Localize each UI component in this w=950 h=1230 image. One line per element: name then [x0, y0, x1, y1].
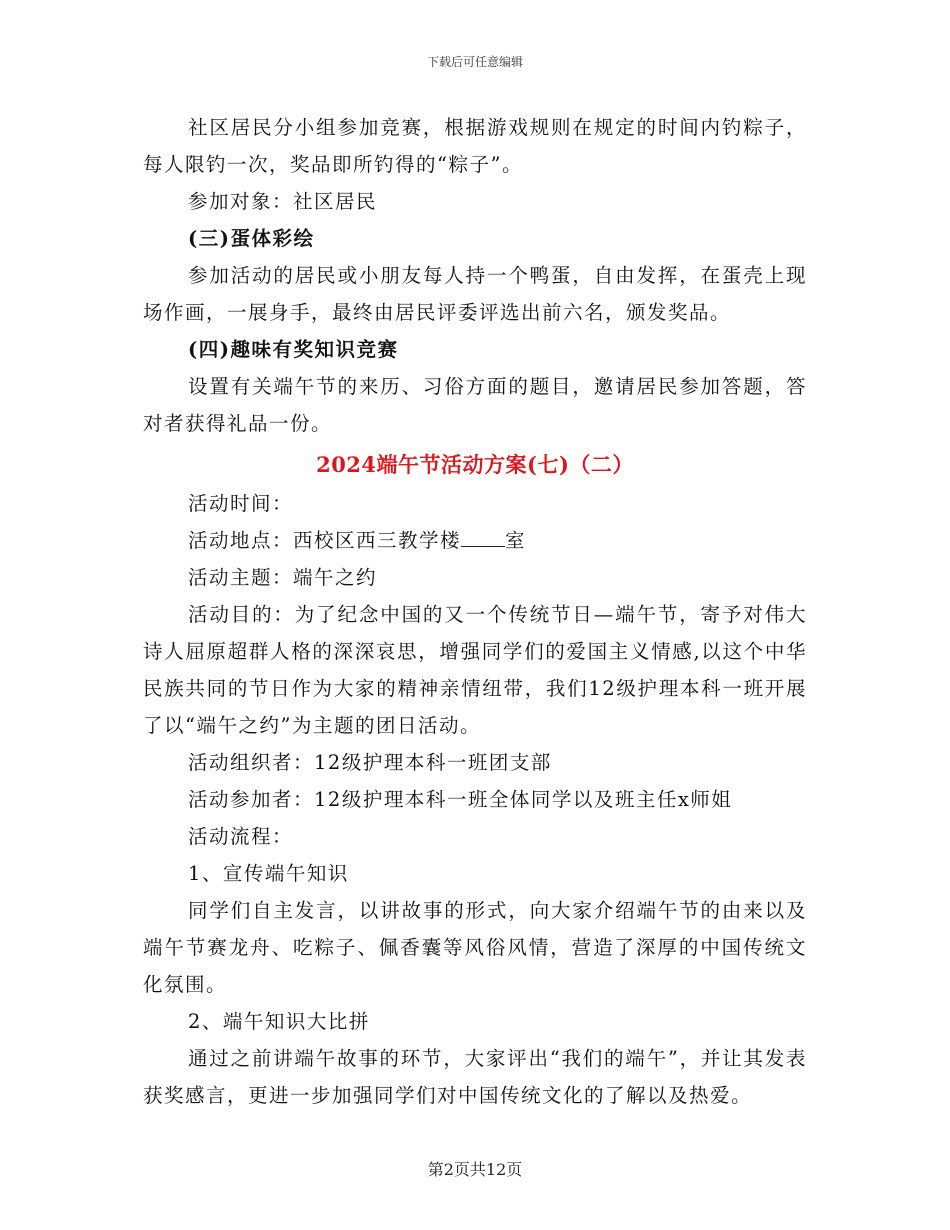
activity-purpose: 活动目的：为了纪念中国的又一个传统节日—端午节，寄予对伟大诗人屈原超群人格的深深哀思，增强同学们的爱国主义情感,以这个中华民族共同的节日作为大家的精神亲情纽带，我们12级护理本科一班开展了以“端午之约”为主题的团日活动。 [143, 603, 807, 737]
page-footer: 第2页共12页 [427, 1160, 523, 1179]
activity-place-suffix: 室 [505, 529, 527, 552]
section-heading-quiz: (四)趣味有奖知识竞赛 [188, 338, 399, 361]
blank-underline [461, 527, 505, 547]
activity-place [143, 522, 807, 559]
activity-participants: 活动参加者：12级护理本科一班全体同学以及班主任x师姐 [188, 788, 733, 811]
step-2-text: 通过之前讲端午故事的环节，大家评出“我们的端午”，并让其发表获奖感言，更进一步加强同学们对中国传统文化的了解以及热爱。 [143, 1047, 807, 1107]
document-body [143, 109, 807, 1114]
paragraph-fishing-zongzi: 社区居民分小组参加竞赛，根据游戏规则在规定的时间内钓粽子，每人限钓一次，奖品即所钓得的“粽子”。 [143, 116, 807, 176]
paragraph-participants-residents: 参加对象：社区居民 [188, 190, 378, 213]
activity-organizer: 活动组织者：12级护理本科一班团支部 [188, 751, 552, 774]
page-header: 下载后可任意编辑 [426, 55, 523, 69]
section-heading-egg-painting: (三)蛋体彩绘 [188, 227, 315, 250]
activity-place-prefix: 活动地点：西校区西三教学楼 [188, 529, 462, 552]
step-2-title: 2、端午知识大比拼 [188, 1010, 370, 1033]
activity-time: 活动时间： [188, 492, 294, 515]
document-title: 2024端午节活动方案(七)（二） [316, 452, 634, 477]
activity-theme: 活动主题：端午之约 [188, 566, 378, 589]
activity-process: 活动流程： [188, 825, 294, 848]
paragraph-quiz: 设置有关端午节的来历、习俗方面的题目，邀请居民参加答题，答对者获得礼品一份。 [143, 375, 807, 435]
paragraph-egg-painting: 参加活动的居民或小朋友每人持一个鸭蛋，自由发挥，在蛋壳上现场作画，一展身手，最终由居民评委评选出前六名，颁发奖品。 [143, 264, 807, 324]
step-1-title: 1、宣传端午知识 [188, 862, 349, 885]
step-1-text: 同学们自主发言，以讲故事的形式，向大家介绍端午节的由来以及端午节赛龙舟、吃粽子、佩香囊等风俗风情，营造了深厚的中国传统文化氛围。 [143, 899, 807, 996]
